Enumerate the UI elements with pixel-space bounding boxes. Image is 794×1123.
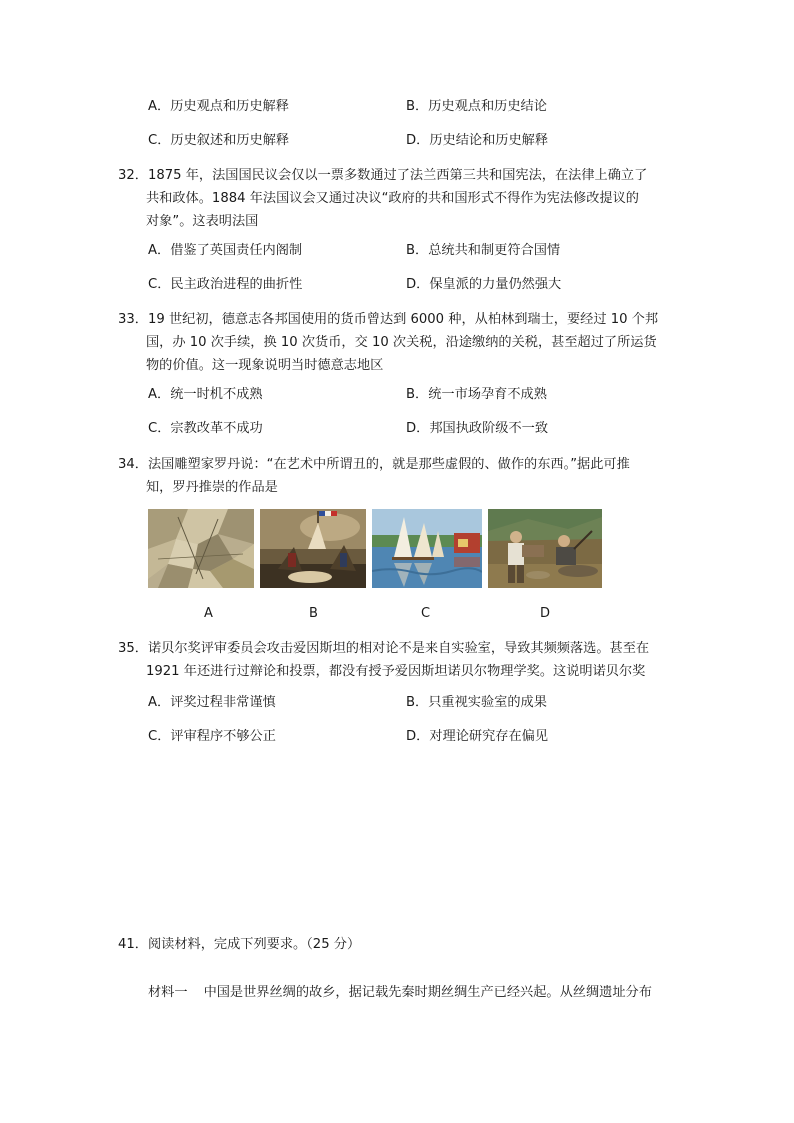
q33-line-2: 国，办 10 次手续，换 10 次货币，交 10 次关税，沿途缴纳的关税，甚至超过了所运货	[146, 335, 657, 350]
painting-b-image	[260, 509, 366, 588]
q33-option-b: B．统一市场孕育不成熟	[406, 387, 547, 402]
q34-stem	[118, 453, 678, 499]
q41-title: 41．阅读材料，完成下列要求。（25 分）	[118, 937, 361, 952]
q35-option-b: B．只重视实验室的成果	[406, 695, 547, 710]
painting-a-image	[148, 509, 254, 588]
q34-line-1: 34．法国雕塑家罗丹说：“在艺术中所谓丑的，就是那些虚假的、做作的东西。”据此可推	[118, 457, 630, 472]
caption-d: D	[540, 606, 551, 621]
q35-option-a: A．评奖过程非常谨慎	[148, 695, 276, 710]
q33-option-d: D．邦国执政阶级不一致	[406, 421, 549, 436]
q31-option-a: A．历史观点和历史解释	[148, 99, 289, 114]
q33-stem	[118, 308, 678, 377]
caption-c: C	[421, 606, 431, 621]
q35-line-2: 1921 年还进行过辩论和投票，都没有授予爱因斯坦诺贝尔物理学奖。这说明诺贝尔奖	[146, 664, 646, 679]
q35-stem	[118, 637, 678, 683]
q35-option-c: C．评审程序不够公正	[148, 729, 276, 744]
q34-line-2: 知，罗丹推崇的作品是	[146, 480, 278, 495]
q41-material-1	[148, 983, 652, 1003]
q31-option-d: D．历史结论和历史解释	[406, 133, 549, 148]
q32-line-3: 对象”。这表明法国	[146, 214, 259, 229]
q32-option-a: A．借鉴了英国责任内阁制	[148, 243, 303, 258]
q32-stem	[118, 164, 678, 233]
q32-option-d: D．保皇派的力量仍然强大	[406, 277, 562, 292]
painting-c-image	[372, 509, 482, 588]
q31-option-b: B．历史观点和历史结论	[406, 99, 547, 114]
painting-d-image	[488, 509, 602, 588]
q33-option-c: C．宗教改革不成功	[148, 421, 263, 436]
caption-a: A	[204, 606, 213, 621]
q35-option-d: D．对理论研究存在偏见	[406, 729, 549, 744]
material-text: 中国是世界丝绸的故乡，据记载先秦时期丝绸生产已经兴起。从丝绸遗址分布	[203, 985, 652, 1000]
material-label: 材料一	[148, 985, 188, 1000]
q31-option-c: C．历史叙述和历史解释	[148, 133, 290, 148]
q32-line-1: 32．1875 年，法国国民议会仅以一票多数通过了法兰西第三共和国宪法，在法律上确立了	[118, 168, 648, 183]
q32-option-c: C．民主政治进程的曲折性	[148, 277, 303, 292]
q35-line-1: 35．诺贝尔奖评审委员会攻击爱因斯坦的相对论不是来自实验室，导致其频频落选。甚至在	[118, 641, 650, 656]
q33-option-a: A．统一时机不成熟	[148, 387, 263, 402]
caption-b: B	[309, 606, 318, 621]
q33-line-1: 33．19 世纪初，德意志各邦国使用的货币曾达到 6000 种，从柏林到瑞士，要经过 10 个邦	[118, 312, 659, 327]
q32-option-b: B．总统共和制更符合国情	[406, 243, 561, 258]
q32-line-2: 共和政体。1884 年法国议会又通过决议“政府的共和国形式不得作为宪法修改提议的	[146, 191, 639, 206]
q33-line-3: 物的价值。这一现象说明当时德意志地区	[146, 358, 384, 373]
